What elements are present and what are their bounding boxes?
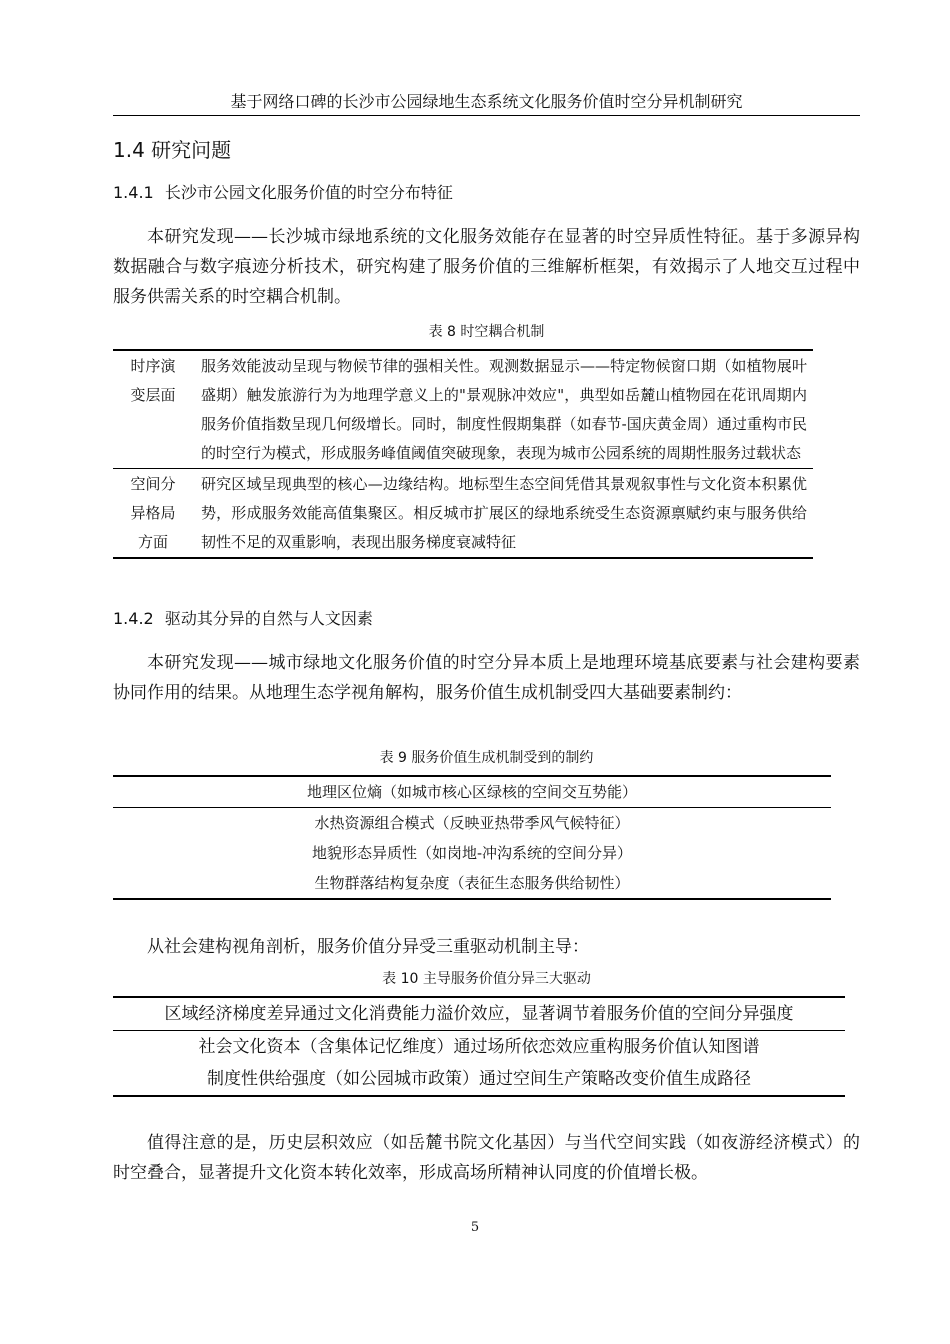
section-heading (113, 136, 231, 164)
paragraph-social: 从社会建构视角剖析，服务价值分异受三重驱动机制主导： (147, 937, 589, 957)
subsection-title: 长沙市公园文化服务价值的时空分布特征 (164, 183, 453, 202)
subsection-number: 1.4.1 (113, 183, 154, 202)
subsection-heading-1 (113, 181, 453, 205)
row-label-line: 空间分 (130, 475, 176, 493)
paragraph-findings-1: 本研究发现——长沙城市绿地系统的文化服务效能存在显著的时空异质性特征。基于多源异构数据融合与数字痕迹分析技术，研究构建了服务价值的三维解析框架，有效揭示了人地交互过程中服务供需关系的时空耦合机制。 (113, 227, 860, 307)
table-row: 地理区位熵（如城市核心区绿核的空间交互势能） (113, 777, 831, 808)
table8-caption: 表 8 时空耦合机制 (428, 324, 545, 340)
paragraph-findings-2: 本研究发现——城市绿地文化服务价值的时空分异本质上是地理环境基底要素与社会建构要素协同作用的结果。从地理生态学视角解构，服务价值生成机制受四大基础要素制约： (113, 653, 860, 703)
table-row: 地貌形态异质性（如岗地-冲沟系统的空间分异） (311, 844, 633, 862)
table8 (113, 349, 813, 559)
row-label-line: 变层面 (130, 386, 176, 404)
paragraph-final: 值得注意的是，历史层积效应（如岳麓书院文化基因）与当代空间实践（如夜游经济模式）的时空叠合，显著提升文化资本转化效率，形成高场所精神认同度的价值增长极。 (113, 1133, 860, 1183)
subsection-number: 1.4.2 (113, 609, 154, 628)
table-row (113, 351, 813, 468)
row-label (113, 351, 193, 468)
row-label-line: 方面 (137, 533, 168, 551)
table-row: 社会文化资本（含集体记忆维度）通过场所依恋效应重构服务价值认知图谱 (198, 1037, 760, 1057)
table-row: 制度性供给强度（如公园城市政策）通过空间生产策略改变价值生成路径 (207, 1069, 751, 1089)
table10-caption: 表 10 主导服务价值分异三大驱动 (382, 971, 591, 987)
section-title: 研究问题 (151, 138, 232, 162)
subsection-heading-2 (113, 607, 373, 631)
page-number: 5 (470, 1220, 480, 1235)
row-text: 服务效能波动呈现与物候节律的强相关性。观测数据显示——特定物候窗口期（如植物展叶盛期）触发旅游行为为地理学意义上的"景观脉冲效应"，典型如岳麓山植物园在花讯周期内服务价值指数呈现几何级增长。同时，制度性假期集群（如春节-国庆黄金周）通过重构市民的时空行为模式，形成服务峰值阈值突破现象，表现为城市公园系统的周期性服务过载状态 (201, 357, 807, 462)
subsection-title: 驱动其分异的自然与人文因素 (164, 609, 373, 628)
row-text: 研究区域呈现典型的核心—边缘结构。地标型生态空间凭借其景观叙事性与文化资本积累优势，形成服务效能高值集聚区。相反城市扩展区的绿地系统受生态资源禀赋约束与服务供给韧性不足的双重影响，表现出服务梯度衰减特征 (201, 475, 807, 551)
running-header: 基于网络口碑的长沙市公园绿地生态系统文化服务价值时空分异机制研究 (113, 90, 860, 116)
table-row: 生物群落结构复杂度（表征生态服务供给韧性） (314, 874, 630, 892)
table9 (113, 775, 831, 900)
row-label-line: 异格局 (130, 504, 176, 522)
table10 (113, 996, 845, 1097)
table9-caption: 表 9 服务价值生成机制受到的制约 (379, 750, 594, 766)
table-row: 区域经济梯度差异通过文化消费能力溢价效应，显著调节着服务价值的空间分异强度 (113, 998, 845, 1031)
row-label-line: 时序演 (130, 357, 176, 375)
table-row (113, 468, 813, 557)
section-number: 1.4 (113, 138, 145, 162)
table-row: 水热资源组合模式（反映亚热带季风气候特征） (314, 814, 630, 832)
row-label (113, 469, 193, 557)
